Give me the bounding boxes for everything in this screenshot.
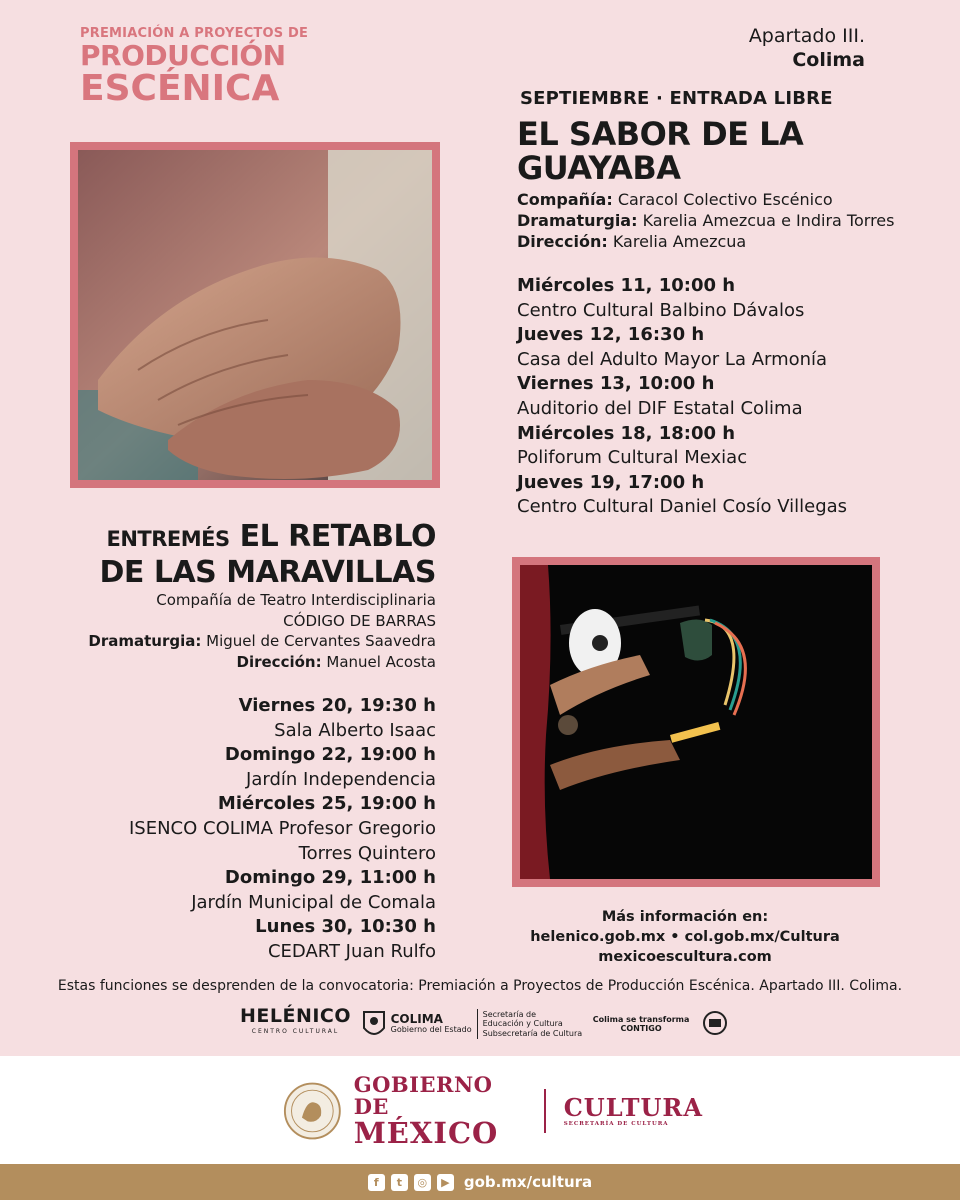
schedule-date: Jueves 12, 16:30 h	[517, 324, 705, 346]
schedule-date: Viernes 13, 10:00 h	[517, 373, 715, 395]
show-2-title-b: DE LAS MARAVILLAS	[99, 555, 436, 590]
schedule-venue: Torres Quintero	[298, 842, 436, 864]
schedule-venue: Sala Alberto Isaac	[274, 719, 436, 741]
photo-guitar	[520, 565, 872, 879]
brand-line-2: PRODUCCIÓN	[80, 39, 286, 72]
schedule-venue: Centro Cultural Daniel Cosío Villegas	[517, 496, 848, 518]
schedule-date: Jueves 19, 17:00 h	[517, 471, 705, 493]
contigo-logo: Colima se transforma CONTIGO	[592, 1015, 690, 1033]
twitter-icon[interactable]: t	[391, 1174, 408, 1191]
colima-logo	[362, 1008, 583, 1040]
schedule-date: Viernes 20, 19:30 h	[238, 695, 436, 716]
instagram-icon[interactable]: ◎	[414, 1174, 431, 1191]
schedule-date: Miércoles 25, 19:00 h	[217, 793, 436, 815]
gobierno-de-mexico-logo	[283, 1072, 703, 1150]
schedule-date: Miércoles 11, 10:00 h	[517, 275, 736, 296]
photo-hands	[78, 150, 432, 480]
footer-url[interactable]: gob.mx/cultura	[463, 1173, 593, 1191]
show-1-credits	[517, 189, 937, 252]
colima-name: COLIMA	[390, 1012, 443, 1027]
schedule-venue: Poliforum Cultural Mexiac	[517, 447, 748, 469]
schedule-venue: Auditorio del DIF Estatal Colima	[517, 397, 803, 419]
schedule-venue: CEDART Juan Rulfo	[267, 940, 436, 962]
date-admission-kicker: SEPTIEMBRE · ENTRADA LIBRE	[520, 88, 833, 109]
credit-line: Dramaturgia: Miguel de Cervantes Saavedra	[88, 632, 436, 650]
helenico-logo: HELÉNICO CENTRO CULTURAL	[240, 1005, 352, 1035]
credit-line: Dirección: Manuel Acosta	[236, 652, 436, 671]
show-2-title-a: EL RETABLO	[239, 519, 436, 554]
more-info-label: Más información en:	[601, 909, 769, 925]
show-2-credits	[6, 590, 436, 672]
show-1-schedule	[517, 274, 937, 520]
schedule-venue: ISENCO COLIMA Profesor Gregorio	[128, 817, 436, 839]
company-line: Compañía de Teatro Interdisciplinaria	[156, 591, 436, 609]
company-line: CÓDIGO DE BARRAS	[283, 611, 436, 630]
schedule-venue: Jardín Independencia	[246, 768, 436, 790]
apartado-location: Colima	[792, 49, 865, 71]
photo-guitar-frame	[512, 557, 880, 887]
brand-line-3: ESCÉNICA	[80, 68, 280, 109]
colima-sub: Gobierno del Estado	[390, 1025, 472, 1035]
guitar-hands-illustration	[520, 565, 872, 879]
more-info-link-2[interactable]: mexicoescultura.com	[598, 949, 772, 965]
more-info-links[interactable]: helenico.gob.mx • col.gob.mx/Cultura	[530, 929, 840, 945]
credit-line: Dramaturgia: Karelia Amezcua e Indira Torres	[517, 211, 895, 230]
show-2-title	[6, 520, 436, 556]
gobierno-text: GOBIERNO DE MÉXICO	[353, 1072, 499, 1150]
schedule-date: Lunes 30, 10:30 h	[255, 916, 436, 938]
colima-shield-icon	[362, 1008, 386, 1040]
brand-line-1: PREMIACIÓN A PROYECTOS DE	[80, 26, 309, 41]
colima-seal-icon	[700, 1007, 730, 1041]
credit-line: Dirección: Karelia Amezcua	[517, 232, 747, 251]
more-info	[500, 907, 870, 967]
facebook-icon[interactable]: f	[368, 1174, 385, 1191]
schedule-date: Domingo 29, 11:00 h	[224, 867, 436, 889]
show-2-prefix: ENTREMÉS	[106, 527, 230, 551]
schedule-venue: Jardín Municipal de Comala	[191, 891, 436, 913]
event-brand	[80, 26, 320, 107]
hands-illustration	[78, 150, 432, 480]
apartado-label	[749, 24, 865, 72]
schedule-date: Miércoles 18, 18:00 h	[517, 422, 736, 444]
credit-line: Compañía: Caracol Colectivo Escénico	[517, 190, 833, 209]
convocatoria-note: Estas funciones se desprenden de la convocatoria: Premiación a Proyectos de Producción Escénica. Apartado III. Colima.	[57, 978, 903, 994]
show-2-info	[6, 520, 436, 965]
secretaria-label: Secretaría de Educación y Cultura Subsecretaría de Cultura	[482, 1009, 583, 1038]
apartado-text: Apartado III.	[748, 25, 865, 47]
sponsor-logos	[240, 1002, 730, 1046]
footer-bar	[0, 1164, 960, 1200]
schedule-venue: Centro Cultural Balbino Dávalos	[517, 299, 805, 321]
show-1-info	[517, 88, 937, 520]
show-1-title: EL SABOR DE LA GUAYABA	[517, 115, 804, 187]
show-2-schedule	[6, 694, 436, 965]
schedule-date: Domingo 22, 19:00 h	[224, 744, 436, 766]
photo-hands-frame	[70, 142, 440, 488]
youtube-icon[interactable]: ▶	[437, 1174, 454, 1191]
cultura-text: CULTURA SECRETARÍA DE CULTURA	[563, 1093, 703, 1127]
mexico-eagle-seal-icon	[283, 1080, 342, 1142]
schedule-venue: Casa del Adulto Mayor La Armonía	[517, 348, 828, 370]
